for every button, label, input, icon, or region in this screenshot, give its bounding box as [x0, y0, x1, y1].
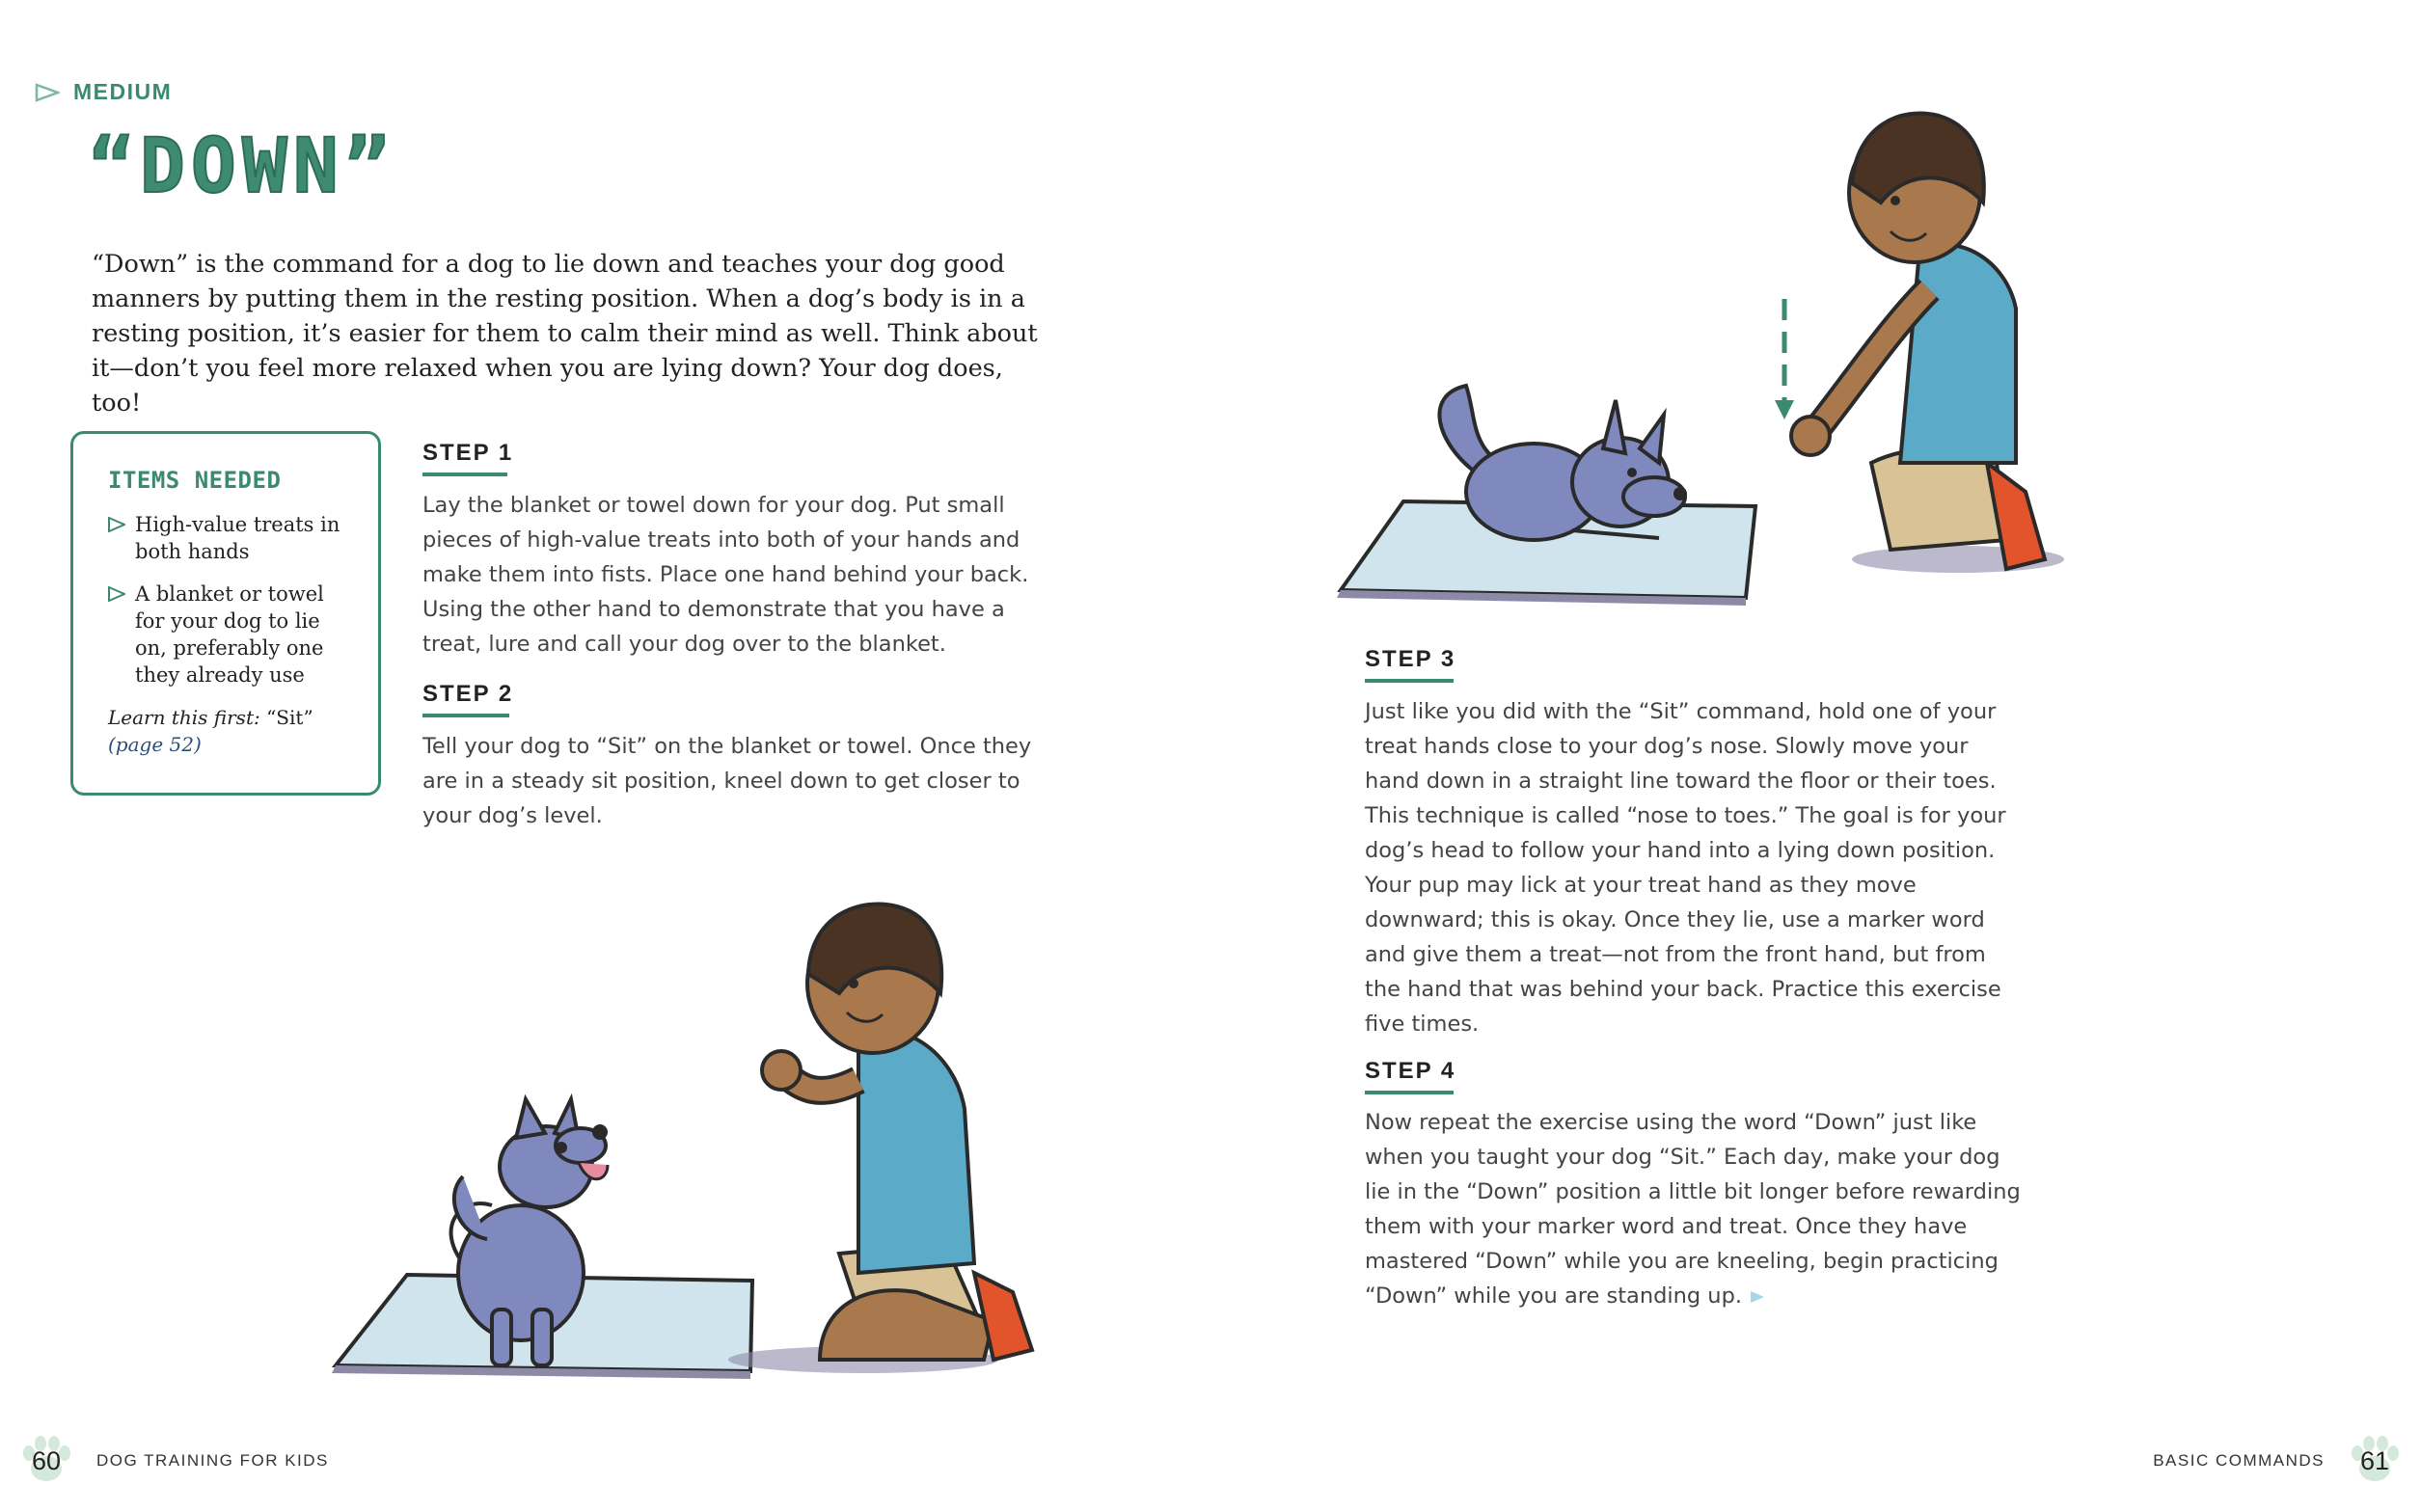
illustration-dog-sitting	[318, 858, 1071, 1379]
heading-underline	[422, 472, 507, 476]
difficulty-tag	[35, 79, 172, 105]
footer-right	[2153, 1432, 2404, 1490]
step-4-body: Now repeat the exercise using the word “Down” just like when you taught your dog “Sit.” Each day, make your dog lie in the “Down” position a little bit longer before rewarding them with your marker word and treat. Once they have mastered “Down” while you are kneeling, begin practicing “Down” while you are standing up.	[1365, 1110, 2021, 1309]
step-4-heading: STEP 4	[1365, 1058, 1455, 1094]
footer-left	[17, 1432, 329, 1490]
intro-paragraph: “Down” is the command for a dog to lie down and teaches your dog good manners by putting them in the resting position. When a dog’s body is in a resting position, it’s easier for them to calm their mind as well. Think about it—don’t you feel more relaxed when you are lying down? Your dog does, too!	[92, 250, 1038, 418]
items-needed-title: ITEMS NEEDED	[108, 467, 282, 494]
down-arrow-icon	[1775, 299, 1794, 419]
item-text: A blanket or towel for your dog to lie on, preferably one they already use	[135, 582, 324, 687]
items-needed-box	[70, 431, 381, 796]
learn-label: Learn this first:	[108, 706, 260, 729]
continue-arrow-icon	[1749, 1289, 1766, 1305]
step-3-heading: STEP 3	[1365, 646, 1455, 683]
page-number-left: 60	[17, 1432, 75, 1490]
boy-figure	[728, 904, 1032, 1373]
page-number-right: 61	[2346, 1432, 2404, 1490]
list-item	[108, 580, 349, 688]
heading-underline	[422, 714, 509, 717]
boy-figure	[1791, 114, 2064, 573]
difficulty-label: MEDIUM	[73, 79, 173, 104]
item-text: High-value treats in both hands	[135, 513, 340, 563]
book-title: DOG TRAINING FOR KIDS	[96, 1451, 329, 1470]
step-1-body: Lay the blanket or towel down for your dog. Put small pieces of high-value treats into both of your hands and make them into fists. Place one hand behind your back. Using the other hand to demonstrate that you have a treat, lure and call your dog over to the blanket.	[422, 493, 1029, 657]
step-3-body: Just like you did with the “Sit” command, hold one of your treat hands close to your dog’s nose. Slowly move your hand down in a straight line toward the floor or their toes. This technique is called “nose to toes.” The goal is for your dog’s head to follow your hand into a lying down position. Your pup may lick at your treat hand as they move downward; this is okay. Once they lie, use a marker word and give them a treat—not from the front hand, but from the hand that was behind your back. Practice this exercise five times.	[1365, 699, 2006, 1037]
heading-underline	[1365, 679, 1454, 683]
dog-figure	[1439, 386, 1687, 540]
step-2-body: Tell your dog to “Sit” on the blanket or towel. Once they are in a steady sit position, kneel down to get closer to your dog’s level.	[422, 734, 1032, 828]
chapter-title: BASIC COMMANDS	[2153, 1451, 2325, 1470]
triangle-bullet-icon	[35, 83, 60, 102]
heading-underline	[1365, 1091, 1454, 1094]
page-title: “DOWN”	[89, 123, 395, 210]
items-list	[108, 511, 349, 688]
page-reference-link[interactable]: (page 52)	[108, 733, 202, 756]
illustration-dog-lying	[1331, 77, 2083, 617]
learn-first-note	[108, 704, 349, 758]
step-1-heading: STEP 1	[422, 440, 513, 476]
list-item	[108, 511, 349, 565]
triangle-bullet-icon	[108, 517, 125, 532]
step-2-heading: STEP 2	[422, 681, 513, 717]
triangle-bullet-icon	[108, 586, 125, 602]
learn-value: “Sit”	[266, 706, 313, 729]
